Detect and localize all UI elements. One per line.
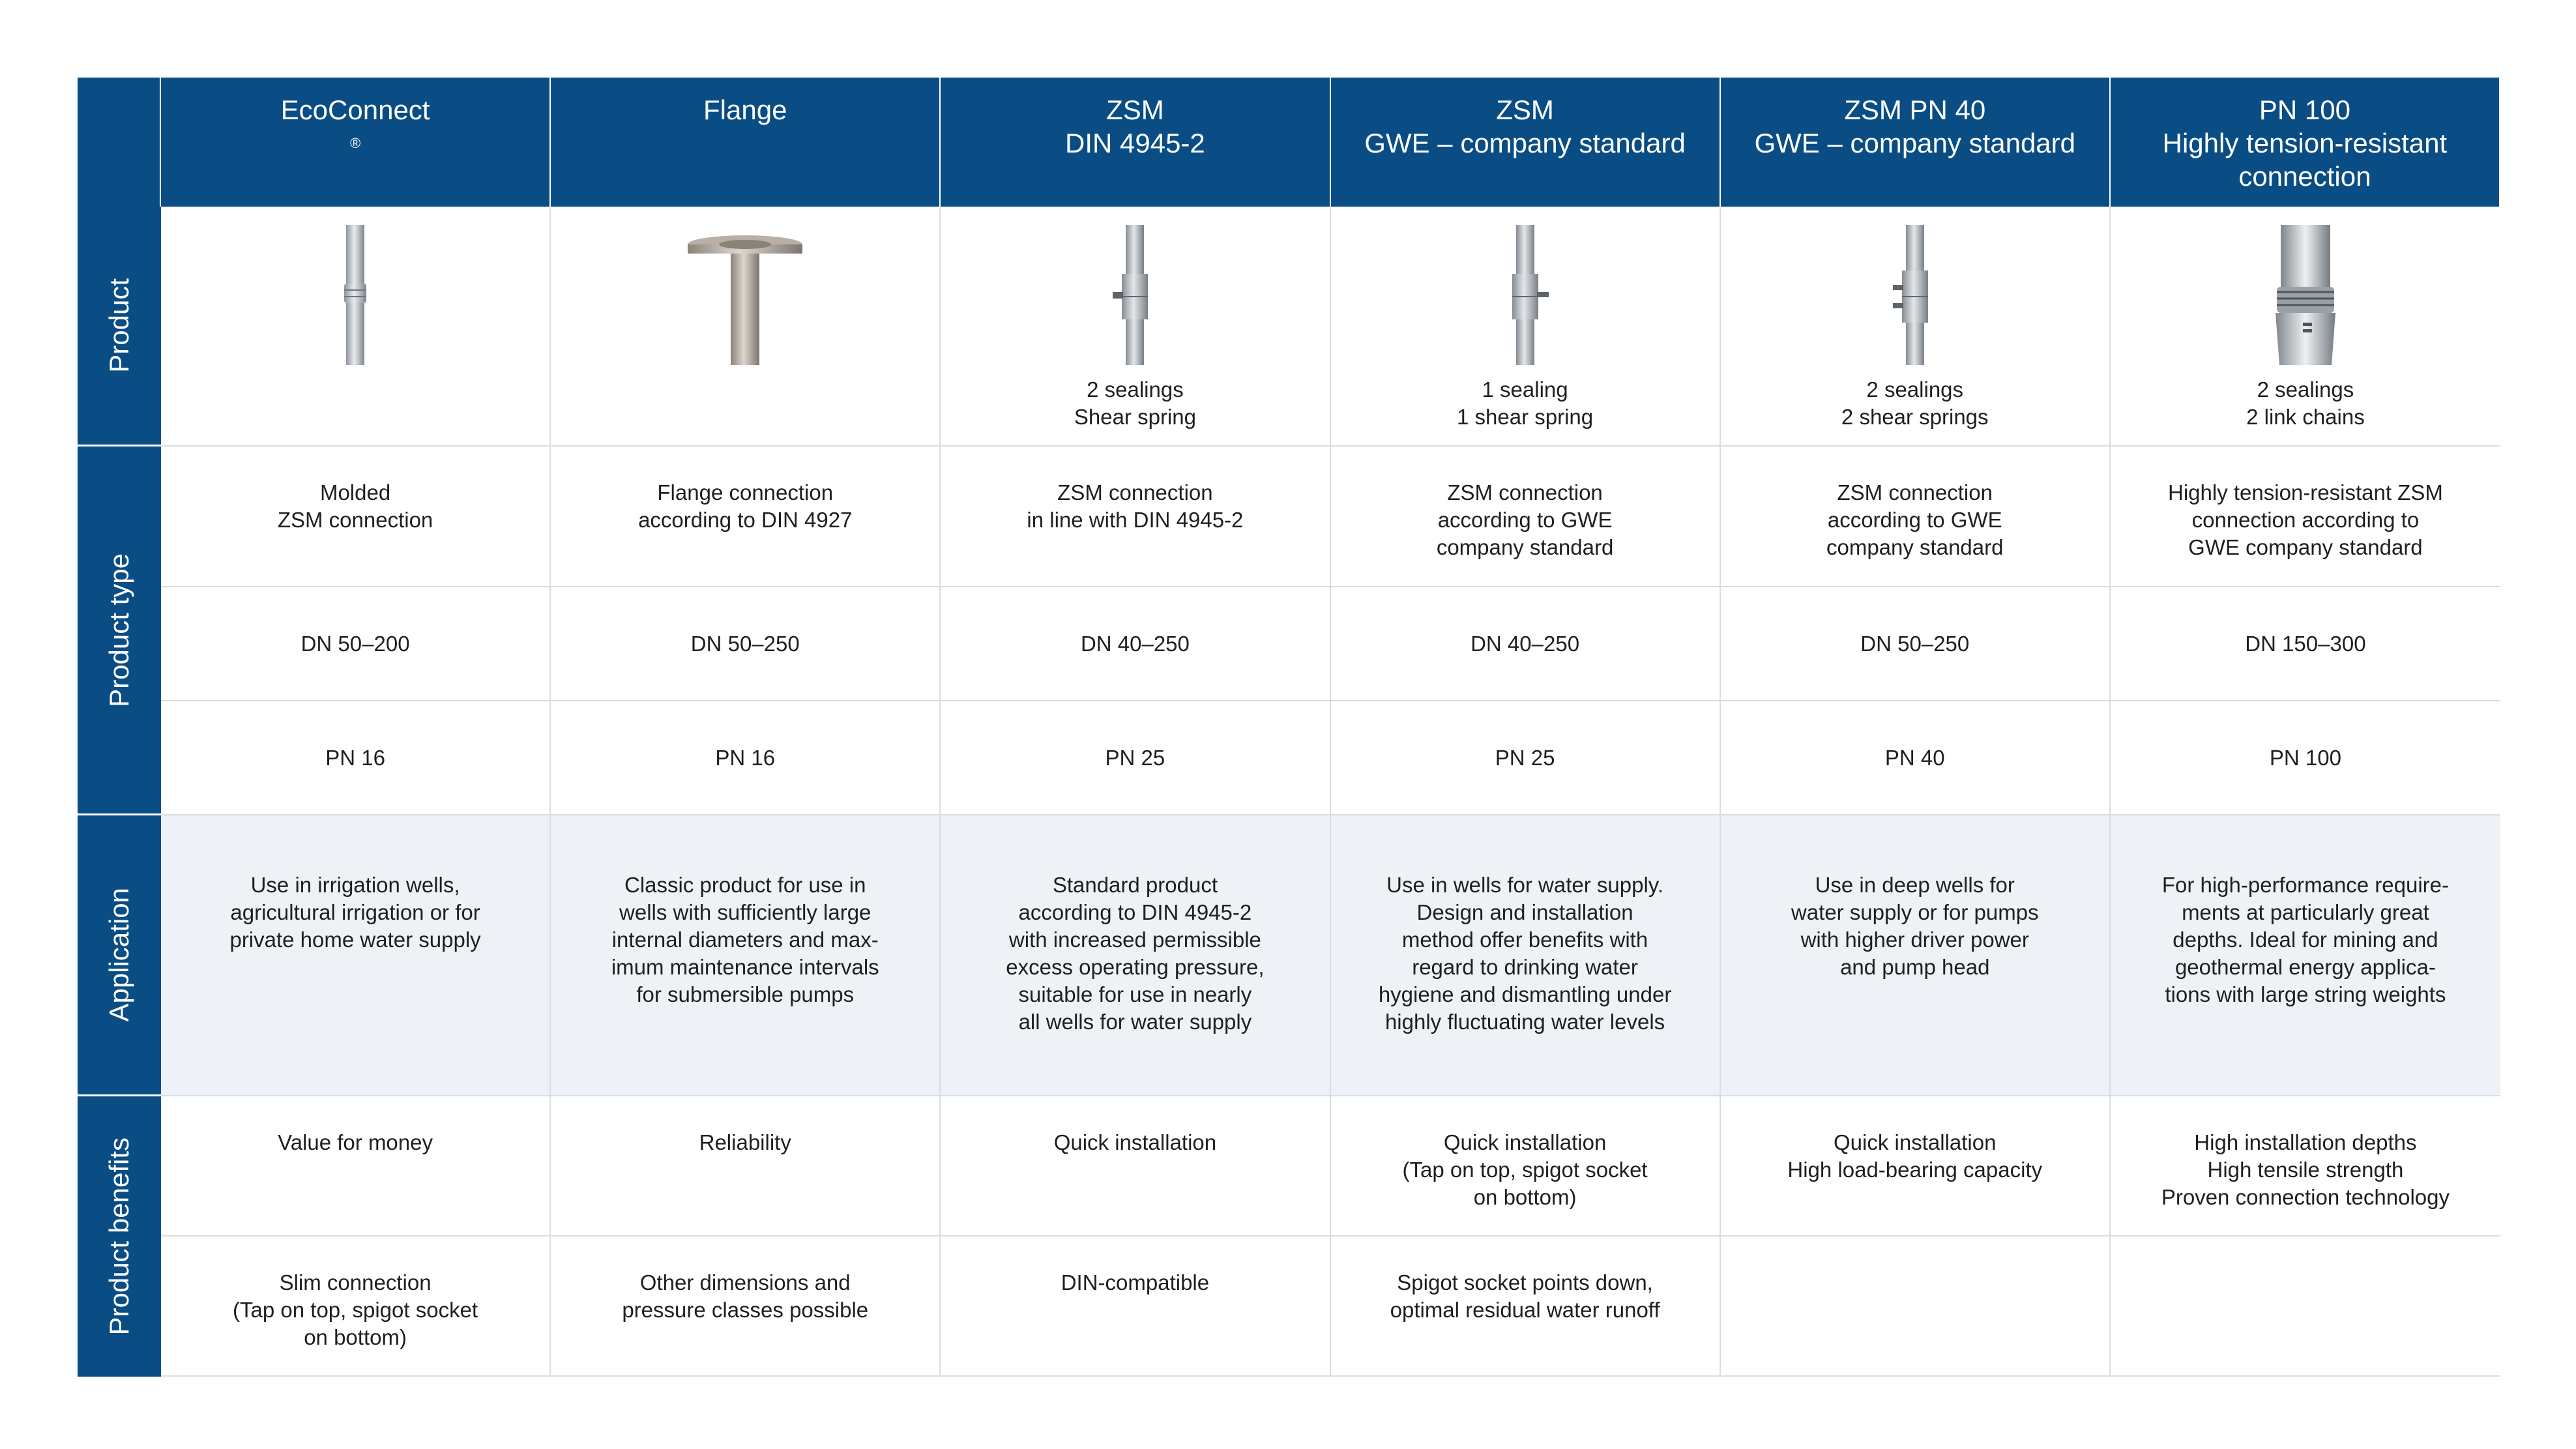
pipe-zsm-coupling-icon xyxy=(1454,225,1597,368)
benefit-cell: Spigot socket points down, optimal residual water runoff xyxy=(1331,1237,1721,1377)
benefit-cell: High installation depths High tensile strength Proven connection technology xyxy=(2111,1096,2500,1237)
benefit-cell: DIN-compatible xyxy=(941,1237,1330,1377)
column-header: Flange xyxy=(551,78,941,207)
product-caption: 2 sealings 2 shear springs xyxy=(1841,377,1989,429)
pn-cell: PN 25 xyxy=(1331,701,1721,815)
benefit-cell xyxy=(1721,1237,2111,1377)
pn-cell: PN 25 xyxy=(941,701,1330,815)
application-cell: Use in irrigation wells, agricultural irrigation or for private home water supply xyxy=(161,815,551,1096)
product-type-cell: Molded ZSM connection xyxy=(161,446,551,587)
column-header: ZSM DIN 4945-2 xyxy=(941,78,1330,207)
pipe-zsm-coupling-icon xyxy=(1063,225,1207,368)
registered-mark: ® xyxy=(349,135,361,151)
row-label-product: Product xyxy=(78,207,161,446)
pipe-coupling-molded-icon xyxy=(284,225,427,368)
product-cell xyxy=(1721,207,2111,446)
benefit-cell: Reliability xyxy=(551,1096,941,1237)
application-cell: Classic product for use in wells with sufficiently large internal diameters and max- imum maintenance intervals for submersible pumps xyxy=(551,815,941,1096)
benefit-cell: Slim connection (Tap on top, spigot socket on bottom) xyxy=(161,1237,551,1377)
application-cell: Use in deep wells for water supply or for pumps with higher driver power and pump head xyxy=(1721,815,2111,1096)
pipe-flange-icon xyxy=(673,225,817,368)
product-type-cell: ZSM connection according to GWE company standard xyxy=(1721,446,2111,587)
product-caption: 2 sealings 2 link chains xyxy=(2246,377,2365,429)
product-cell xyxy=(2111,207,2500,446)
benefit-cell: Value for money xyxy=(161,1096,551,1237)
product-type-cell: ZSM connection according to GWE company standard xyxy=(1331,446,1721,587)
product-caption: 2 sealings Shear spring xyxy=(1074,377,1196,429)
row-label-product-type: Product type xyxy=(78,446,161,815)
column-header: PN 100 Highly tension-resistant connection xyxy=(2111,78,2500,207)
dn-cell: DN 40–250 xyxy=(1331,587,1721,701)
application-cell: Standard product according to DIN 4945-2 with increased permissible excess operating pressure, suitable for use in nearly all wells for water supply xyxy=(941,815,1330,1096)
row-label-benefits: Product benefits xyxy=(78,1096,161,1377)
table-corner xyxy=(78,78,161,207)
dn-cell: DN 150–300 xyxy=(2111,587,2500,701)
application-cell: Use in wells for water supply. Design and installation method offer benefits with regard to drinking water hygiene and dismantling under highly fluctuating water levels xyxy=(1331,815,1721,1096)
row-label-application: Application xyxy=(78,815,161,1096)
column-header: EcoConnect ® xyxy=(161,78,551,207)
comparison-table xyxy=(78,78,2500,1375)
product-type-cell: Flange connection according to DIN 4927 xyxy=(551,446,941,587)
application-cell: For high-performance require- ments at particularly great depths. Ideal for mining and geothermal energy applica- tions with large string weights xyxy=(2111,815,2500,1096)
product-type-cell: Highly tension-resistant ZSM connection according to GWE company standard xyxy=(2111,446,2500,587)
pn-cell: PN 100 xyxy=(2111,701,2500,815)
product-type-cell: ZSM connection in line with DIN 4945-2 xyxy=(941,446,1330,587)
benefit-cell: Other dimensions and pressure classes possible xyxy=(551,1237,941,1377)
dn-cell: DN 50–250 xyxy=(551,587,941,701)
dn-cell: DN 50–250 xyxy=(1721,587,2111,701)
dn-cell: DN 40–250 xyxy=(941,587,1330,701)
product-cell xyxy=(941,207,1330,446)
column-header: ZSM PN 40 GWE – company standard xyxy=(1721,78,2111,207)
product-caption: 1 sealing 1 shear spring xyxy=(1457,377,1594,429)
benefit-cell: Quick installation (Tap on top, spigot socket on bottom) xyxy=(1331,1096,1721,1237)
pipe-link-chain-coupling-icon xyxy=(2234,225,2377,368)
product-cell xyxy=(1331,207,1721,446)
pn-cell: PN 40 xyxy=(1721,701,2111,815)
pn-cell: PN 16 xyxy=(551,701,941,815)
benefit-cell xyxy=(2111,1237,2500,1377)
column-header: ZSM GWE – company standard xyxy=(1331,78,1721,207)
product-cell xyxy=(551,207,941,446)
pn-cell: PN 16 xyxy=(161,701,551,815)
benefit-cell: Quick installation High load-bearing capacity xyxy=(1721,1096,2111,1237)
benefit-cell: Quick installation xyxy=(941,1096,1330,1237)
product-cell xyxy=(161,207,551,446)
dn-cell: DN 50–200 xyxy=(161,587,551,701)
pipe-zsm-double-spring-icon xyxy=(1843,225,1987,368)
